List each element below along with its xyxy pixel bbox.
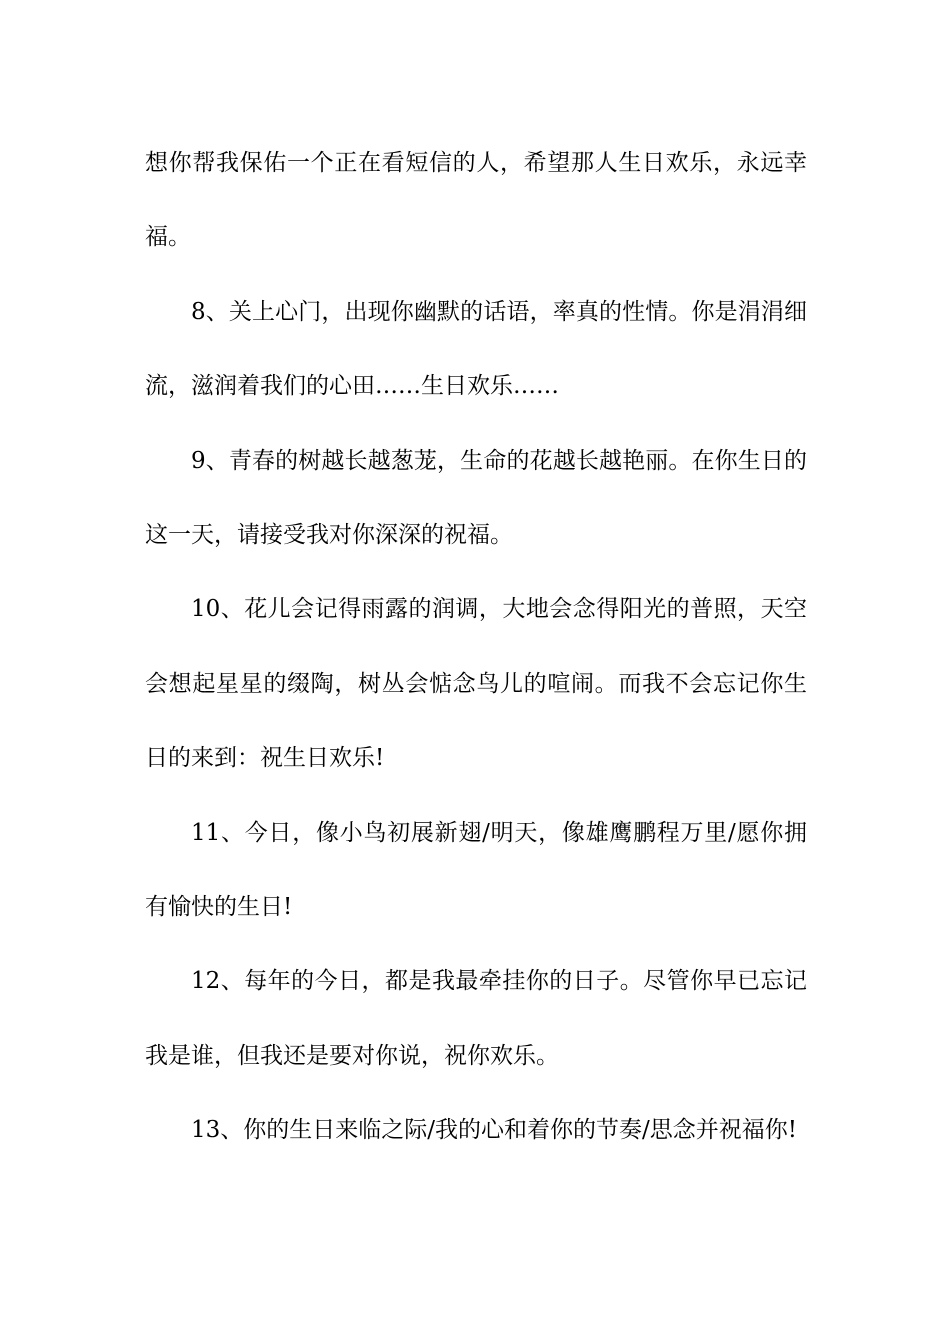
- paragraph-item-8: 8、关上心门，出现你幽默的话语，率真的性情。你是涓涓细流，滋润着我们的心田……生日欢乐……: [145, 298, 807, 400]
- document-body: [145, 126, 807, 1168]
- paragraph-item-10: 10、花儿会记得雨露的润调，大地会念得阳光的普照，天空会想起星星的缀陶，树丛会惦念鸟儿的喧闹。而我不会忘记你生日的来到：祝生日欢乐!: [145, 596, 807, 772]
- paragraph-item-12: 12、每年的今日，都是我最牵挂你的日子。尽管你早已忘记我是谁，但我还是要对你说，祝你欢乐。: [145, 968, 807, 1069]
- paragraph-item-11: 11、今日，像小鸟初展新翅/明天，像雄鹰鹏程万里/愿你拥有愉快的生日!: [145, 819, 807, 921]
- paragraph-item-13: 13、你的生日来临之际/我的心和着你的节奏/思念并祝福你!: [191, 1117, 798, 1144]
- paragraph-item-9: 9、青春的树越长越葱茏，生命的花越长越艳丽。在你生日的这一天，请接受我对你深深的祝福。: [145, 447, 807, 549]
- paragraph-continued: 想你帮我保佑一个正在看短信的人，希望那人生日欢乐，永远幸福。: [145, 150, 807, 251]
